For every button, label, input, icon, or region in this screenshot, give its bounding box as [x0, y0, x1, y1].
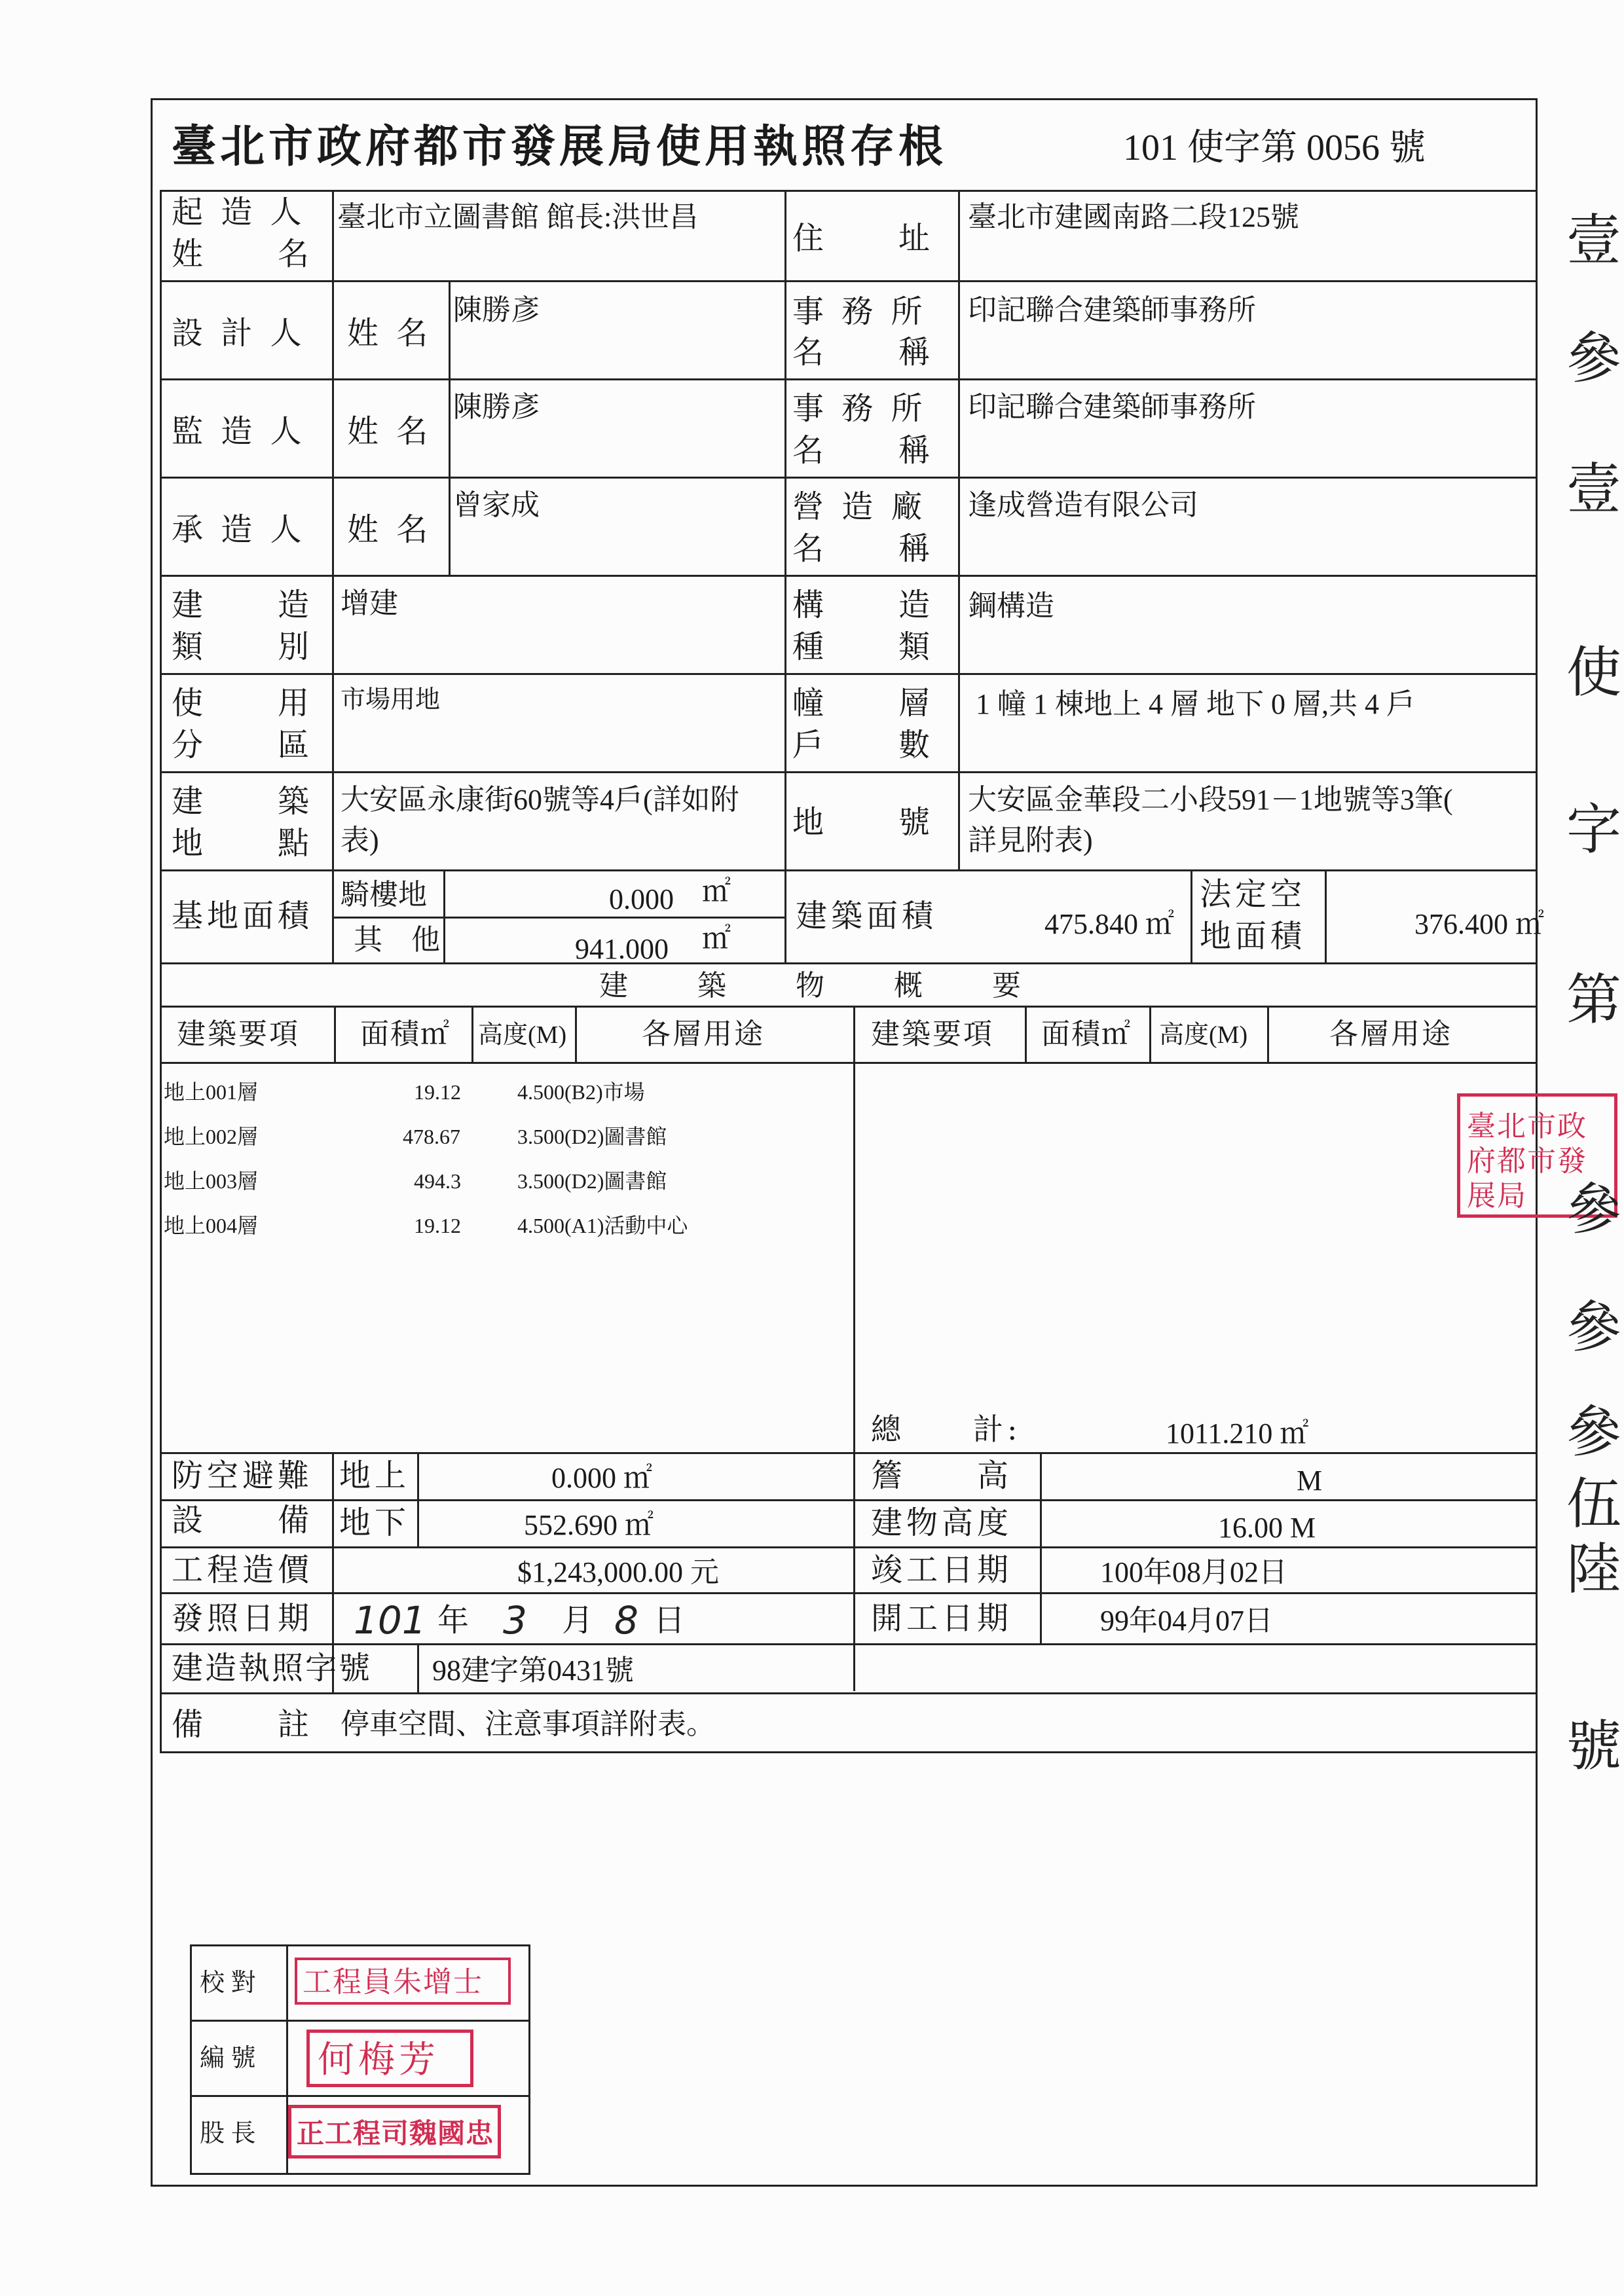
floor-row-use: 4.500(B2)市場	[517, 1080, 645, 1104]
buildtype-value: 增建	[341, 587, 398, 619]
issue-month-char: 月	[562, 1603, 594, 1638]
floor-row-use: 4.500(A1)活動中心	[517, 1214, 688, 1237]
rule	[160, 575, 1538, 577]
rule	[332, 190, 334, 962]
col-area-2: 面積㎡	[1041, 1017, 1132, 1051]
margin-glyph: 參	[1566, 326, 1622, 390]
rule	[334, 1006, 336, 1062]
eaves-label: 簷 高	[871, 1457, 1013, 1494]
openarea-label-2: 地面積	[1200, 918, 1306, 955]
arcade-unit: ㎡	[702, 875, 731, 907]
rule	[160, 280, 1538, 282]
basearea-label: 基地面積	[172, 898, 314, 934]
floors-label-2: 戶 數	[792, 727, 934, 763]
openarea-value: 376.400 ㎡	[1414, 908, 1544, 940]
address-value: 臺北市建國南路二段125號	[968, 201, 1299, 233]
owner-label: 起 造 人	[172, 194, 306, 230]
permitno-value: 98建字第0431號	[432, 1654, 634, 1686]
margin-glyph: 使	[1566, 640, 1622, 704]
buildtype-label: 建 造	[172, 587, 314, 623]
floors-value: 1 幢 1 棟地上 4 層 地下 0 層,共 4 戶	[976, 688, 1415, 720]
supervisor-name-label: 姓 名	[347, 413, 432, 450]
col-item-2: 建築要項	[871, 1017, 994, 1051]
permitno-label: 建造執照字號	[172, 1650, 373, 1686]
numbering-stamp	[306, 2030, 473, 2087]
struct-value: 鋼構造	[968, 590, 1054, 622]
total-value: 1011.210 ㎡	[1166, 1417, 1309, 1449]
col-item: 建築要項	[177, 1017, 300, 1051]
col-usage: 各層用途	[642, 1017, 765, 1051]
issue-label: 發照日期	[172, 1600, 314, 1637]
supervisor-office-value: 印記聯合建築師事務所	[968, 391, 1256, 423]
rule	[417, 1643, 419, 1692]
buildarea-value: 475.840 ㎡	[1044, 908, 1174, 940]
completion-label: 竣工日期	[871, 1552, 1013, 1588]
check-stamp	[295, 1958, 511, 2005]
issue-day-char: 日	[654, 1603, 686, 1638]
contractor-name-label: 姓 名	[347, 511, 432, 548]
floor-row-name: 地上004層	[164, 1214, 259, 1237]
owner-value: 臺北市立圖書館 館長:洪世昌	[337, 201, 699, 233]
rule	[160, 962, 1538, 964]
issue-year: 101	[354, 1598, 426, 1643]
rule	[160, 1006, 1538, 1008]
bheight-label: 建物高度	[871, 1504, 1013, 1541]
col-height-2: 高度(M)	[1159, 1021, 1248, 1049]
remarks-label: 備 註	[172, 1706, 314, 1743]
struct-label: 構 造	[792, 587, 934, 623]
cost-value: $1,243,000.00 元	[517, 1556, 719, 1588]
rule	[449, 280, 451, 575]
designer-value: 陳勝彥	[453, 294, 540, 326]
designer-office-value: 印記聯合建築師事務所	[968, 294, 1256, 326]
rule	[784, 190, 786, 962]
buildtype-label-2: 類 別	[172, 629, 314, 665]
rule	[160, 190, 1538, 192]
rule	[190, 2020, 530, 2022]
rule	[575, 1006, 577, 1062]
rule	[1025, 1006, 1027, 1062]
floor-row-area: 19.12	[414, 1214, 461, 1237]
rule	[160, 1452, 1538, 1454]
site-value: 大安區永康街60號等4戶(詳如附	[341, 784, 739, 816]
overview-heading: 建 築 物 概 要	[599, 969, 1025, 1002]
col-usage-2: 各層用途	[1329, 1017, 1452, 1051]
start-value: 99年04月07日	[1100, 1605, 1273, 1637]
rule	[853, 1006, 855, 1691]
rule	[160, 1592, 1538, 1594]
rule	[1190, 869, 1192, 962]
zone-value: 市場用地	[341, 686, 441, 714]
numbering-label: 編 號	[200, 2045, 256, 2072]
floor-row-area: 19.12	[414, 1080, 461, 1104]
floor-row-area: 478.67	[403, 1125, 460, 1148]
shelter-below-value: 552.690 ㎡	[524, 1509, 654, 1541]
contractor-label: 承 造 人	[172, 511, 306, 548]
rule	[160, 1546, 1538, 1548]
numbering-stamp-text: 何梅芳	[318, 2039, 439, 2081]
bheight-value: 16.00 M	[1218, 1512, 1316, 1544]
rule	[471, 1006, 473, 1062]
rule	[160, 1692, 1538, 1694]
factory-value: 逢成營造有限公司	[968, 489, 1198, 521]
rule	[160, 1751, 1538, 1753]
check-stamp-text: 工程員朱增士	[303, 1965, 483, 1999]
rule	[443, 869, 445, 962]
floor-row-name: 地上003層	[164, 1169, 259, 1193]
eaves-value: M	[1297, 1465, 1323, 1497]
rule	[160, 190, 162, 1751]
other-label: 其 他	[354, 924, 440, 956]
col-height: 高度(M)	[478, 1021, 567, 1049]
margin-glyph: 壹	[1566, 208, 1622, 272]
supervisor-value: 陳勝彥	[453, 391, 540, 423]
shelter-above-label: 地上	[339, 1457, 411, 1494]
other-unit: ㎡	[702, 922, 731, 955]
lotno-value: 大安區金華段二小段591－1地號等3筆(	[968, 784, 1453, 816]
openarea-label: 法定空	[1200, 876, 1306, 913]
owner-label-2: 姓 名	[172, 236, 314, 272]
designer-name-label: 姓 名	[347, 315, 432, 352]
col-area: 面積㎡	[360, 1017, 451, 1051]
supervisor-label: 監 造 人	[172, 413, 306, 450]
rule	[1040, 1452, 1042, 1643]
rule	[417, 1452, 419, 1546]
rule	[160, 771, 1538, 773]
official-seal-text: 臺北市政府都市發展局	[1467, 1110, 1587, 1212]
page-title: 臺北市政府都市發展局使用執照存根	[172, 120, 948, 173]
completion-value: 100年08月02日	[1100, 1556, 1287, 1588]
chief-stamp	[288, 2105, 501, 2159]
margin-glyph: 參	[1566, 1177, 1622, 1241]
total-label: 總 計:	[871, 1412, 1022, 1447]
shelter-label-2: 設 備	[172, 1502, 314, 1539]
rule	[160, 1643, 1538, 1645]
rule	[160, 673, 1538, 675]
rule	[160, 378, 1538, 380]
rule	[160, 477, 1538, 479]
arcade-label: 騎樓地	[341, 879, 427, 911]
arcade-value: 0.000	[609, 883, 674, 915]
issue-year-char: 年	[437, 1603, 470, 1638]
check-label: 校 對	[200, 1969, 256, 1997]
site-label: 建 築	[172, 783, 314, 820]
margin-glyph: 第	[1566, 968, 1622, 1032]
rule	[1325, 869, 1327, 962]
cost-label: 工程造價	[172, 1552, 314, 1588]
floor-row-area: 494.3	[414, 1169, 461, 1193]
chief-label: 股 長	[200, 2120, 256, 2147]
rule	[958, 190, 960, 871]
margin-glyph: 字	[1566, 797, 1622, 862]
permit-number: 101 使字第 0056 號	[1123, 128, 1426, 168]
supervisor-office-label-2: 名 稱	[792, 432, 934, 469]
rule	[1267, 1006, 1269, 1062]
factory-label: 營 造 廠	[792, 488, 927, 525]
margin-glyph: 壹	[1566, 457, 1622, 521]
rule	[334, 917, 786, 919]
contractor-value: 曾家成	[453, 489, 540, 521]
lotno-label: 地 號	[792, 804, 934, 841]
designer-office-label: 事 務 所	[792, 293, 927, 330]
zone-label: 使 用	[172, 685, 314, 721]
rule	[160, 1499, 1538, 1501]
margin-glyph: 伍	[1566, 1472, 1622, 1536]
site-value-2: 表)	[341, 824, 379, 856]
rule	[160, 1062, 1538, 1064]
remarks-value: 停車空間、注意事項詳附表。	[341, 1708, 715, 1740]
supervisor-office-label: 事 務 所	[792, 390, 927, 427]
shelter-above-value: 0.000 ㎡	[551, 1462, 652, 1494]
address-label: 住 址	[792, 220, 934, 257]
rule	[1149, 1006, 1151, 1062]
buildarea-label: 建築面積	[796, 898, 938, 934]
zone-label-2: 分 區	[172, 727, 314, 763]
other-value: 941.000	[575, 933, 669, 965]
rule	[160, 869, 1538, 871]
lotno-value-2: 詳見附表)	[968, 824, 1093, 856]
margin-glyph: 陸	[1566, 1537, 1622, 1601]
margin-glyph: 參	[1566, 1400, 1622, 1464]
floor-row-name: 地上002層	[164, 1125, 259, 1148]
margin-glyph: 參	[1566, 1295, 1622, 1359]
site-label-2: 地 點	[172, 825, 314, 862]
floor-row-name: 地上001層	[164, 1080, 259, 1104]
issue-day: 8	[614, 1598, 638, 1643]
designer-office-label-2: 名 稱	[792, 334, 934, 371]
margin-glyph: 號	[1566, 1714, 1622, 1778]
issue-month: 3	[503, 1598, 527, 1643]
floor-row-use: 3.500(D2)圖書館	[517, 1125, 667, 1148]
chief-stamp-text: 正工程司魏國忠	[297, 2117, 494, 2149]
shelter-label: 防空避難	[172, 1457, 314, 1494]
designer-label: 設 計 人	[172, 315, 306, 352]
struct-label-2: 種 類	[792, 629, 934, 665]
start-label: 開工日期	[871, 1600, 1013, 1637]
shelter-below-label: 地下	[339, 1504, 411, 1541]
floors-label: 幢 層	[792, 685, 934, 721]
factory-label-2: 名 稱	[792, 530, 934, 567]
rule	[190, 2095, 530, 2097]
floor-row-use: 3.500(D2)圖書館	[517, 1169, 667, 1193]
